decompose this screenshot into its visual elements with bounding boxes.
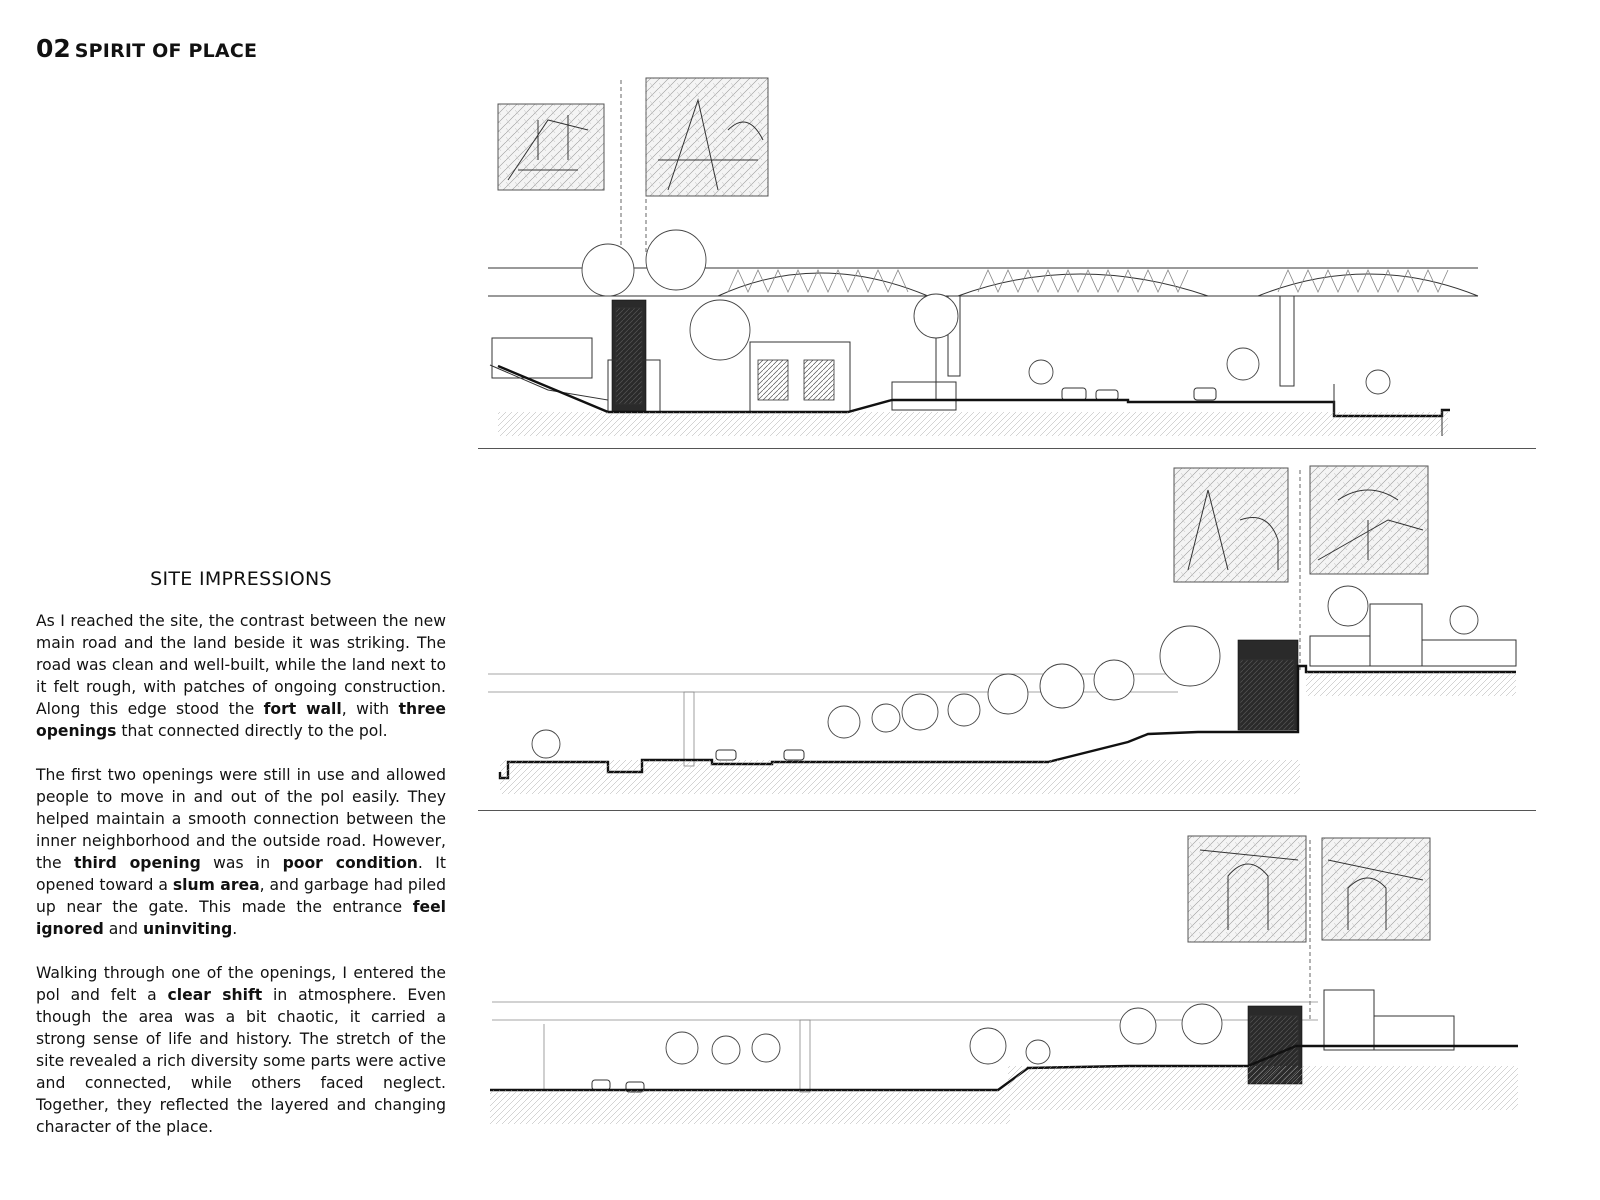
body-text: , with bbox=[341, 700, 399, 718]
body-text: Walking through one of the openings, I entered the pol and felt a bbox=[36, 964, 446, 1004]
sketch-image-3a bbox=[1188, 836, 1306, 942]
building-3 bbox=[1324, 990, 1374, 1050]
trees bbox=[666, 1004, 1222, 1064]
page-title: SPIRIT OF PLACE bbox=[74, 40, 258, 62]
trees bbox=[582, 230, 1390, 400]
cars bbox=[1062, 388, 1216, 400]
section-divider-2 bbox=[478, 810, 1536, 811]
body-text: that connected directly to the pol. bbox=[116, 722, 388, 740]
sketch-image-3b bbox=[1322, 838, 1430, 940]
impressions-paragraph bbox=[36, 610, 446, 742]
sketch-image-1a bbox=[498, 104, 604, 190]
body-text: , and garbage had piled up near the gate. This made the entrance bbox=[36, 876, 446, 916]
body-text: in atmosphere. Even though the area was a bit chaotic, it carried a strong sense of life and history. The stretch of the site revealed a rich diversity some parts were active and connected, while others faced neglect. Together, they reflected the layered and changing character of the place. bbox=[36, 986, 446, 1136]
sketch-image-2a bbox=[1174, 468, 1288, 582]
emphasis-text: uninviting bbox=[143, 920, 233, 938]
body-text: The first two openings were still in use and allowed people to move in and out of the pol easily. They helped maintain a smooth connection between the inner neighborhood and the outside road. However, the bbox=[36, 766, 446, 872]
emphasis-text: feel ignored bbox=[36, 898, 446, 938]
sketch-image-1b bbox=[646, 78, 768, 196]
section-2-drawing bbox=[488, 460, 1548, 810]
body-text: was in bbox=[200, 854, 283, 872]
emphasis-text: slum area bbox=[172, 876, 260, 894]
emphasis-text: third opening bbox=[73, 854, 201, 872]
section-3-drawing bbox=[488, 820, 1548, 1150]
emphasis-text: poor condition bbox=[282, 854, 418, 872]
building-2 bbox=[1370, 604, 1422, 666]
body-text: As I reached the site, the contrast between the new main road and the land beside it was striking. The road was clean and well-built, while the land next to it felt rough, with patches of ongoing construction. Along this edge stood the bbox=[36, 612, 446, 718]
page-header bbox=[36, 34, 257, 63]
body-text: . bbox=[232, 920, 238, 938]
sketch-image-2b bbox=[1310, 466, 1428, 574]
emphasis-text: clear shift bbox=[167, 986, 263, 1004]
cars bbox=[716, 750, 804, 760]
emphasis-text: fort wall bbox=[263, 700, 342, 718]
section-number: 02 bbox=[36, 34, 71, 63]
impressions-heading: SITE IMPRESSIONS bbox=[150, 568, 332, 590]
site-impressions bbox=[36, 568, 446, 1160]
body-text: . It opened toward a bbox=[36, 854, 446, 894]
section-divider-1 bbox=[478, 448, 1536, 449]
section-1-drawing bbox=[488, 70, 1548, 450]
impressions-paragraph bbox=[36, 764, 446, 940]
body-text: and bbox=[103, 920, 144, 938]
impressions-body bbox=[36, 610, 446, 1138]
impressions-paragraph bbox=[36, 962, 446, 1138]
emphasis-text: three openings bbox=[36, 700, 446, 740]
